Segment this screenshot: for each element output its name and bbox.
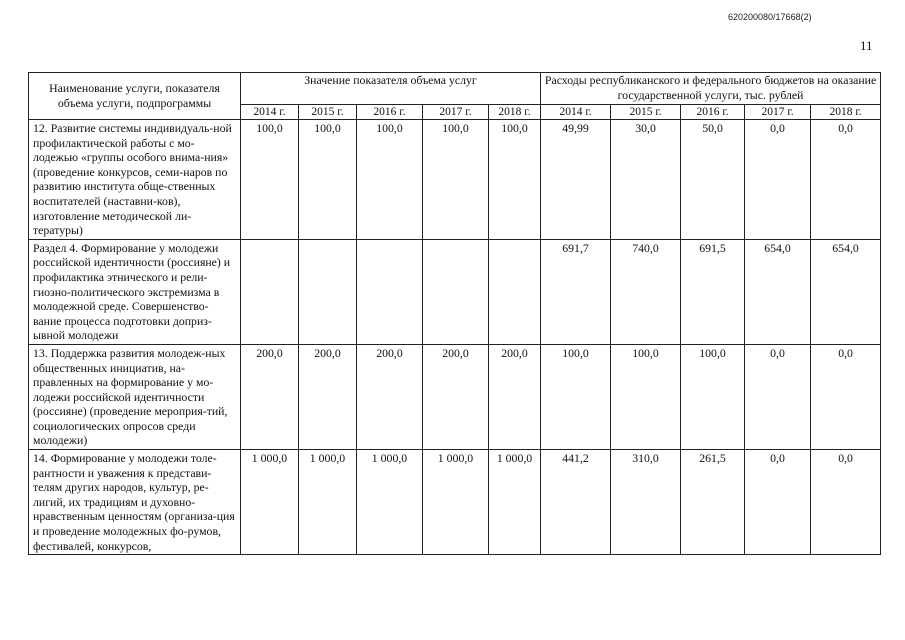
volume-value: 1 000,0 [357, 450, 423, 555]
budget-value: 0,0 [811, 344, 881, 449]
volume-value: 1 000,0 [299, 450, 357, 555]
services-table [28, 72, 881, 555]
volume-value: 200,0 [489, 344, 541, 449]
header-volume-year: 2018 г. [489, 105, 541, 120]
volume-value: 1 000,0 [241, 450, 299, 555]
table-row [29, 239, 881, 344]
budget-value: 310,0 [611, 450, 681, 555]
header-volume-year: 2015 г. [299, 105, 357, 120]
budget-value: 100,0 [681, 344, 745, 449]
volume-value: 100,0 [299, 120, 357, 240]
volume-value: 100,0 [241, 120, 299, 240]
volume-value: 100,0 [423, 120, 489, 240]
budget-value: 740,0 [611, 239, 681, 344]
budget-value: 50,0 [681, 120, 745, 240]
header-budget-group: Расходы республиканского и федерального бюджетов на оказание государственной услуги, тыс. рублей [541, 73, 881, 105]
volume-value [357, 239, 423, 344]
header-volume-group: Значение показателя объема услуг [241, 73, 541, 105]
section-name: Раздел 4. Формирование у молодежи российской идентичности (россияне) и профилактика этнического и рели-гиозно-политического экстремизма в молодежной среде. Совершенство-вание процесса подготовки доприз-ывной молодежи [29, 239, 241, 344]
table-row [29, 450, 881, 555]
volume-value: 200,0 [241, 344, 299, 449]
budget-value: 100,0 [611, 344, 681, 449]
service-name: 13. Поддержка развития молодеж-ных общественных инициатив, на-правленных на формирование у мо-лодежи российской идентичности (россияне) (проведение мероприя-тий, социологических опросов среди молодежи) [29, 344, 241, 449]
header-budget-year: 2018 г. [811, 105, 881, 120]
budget-value: 0,0 [745, 120, 811, 240]
budget-value: 30,0 [611, 120, 681, 240]
volume-value: 100,0 [357, 120, 423, 240]
budget-value: 0,0 [745, 344, 811, 449]
budget-value: 100,0 [541, 344, 611, 449]
volume-value: 1 000,0 [489, 450, 541, 555]
budget-value: 441,2 [541, 450, 611, 555]
budget-value: 0,0 [811, 450, 881, 555]
table-row [29, 344, 881, 449]
budget-value: 49,99 [541, 120, 611, 240]
volume-value: 1 000,0 [423, 450, 489, 555]
volume-value [423, 239, 489, 344]
budget-value: 654,0 [811, 239, 881, 344]
volume-value: 200,0 [299, 344, 357, 449]
header-name-column: Наименование услуги, показателя объема услуги, подпрограммы [29, 73, 241, 120]
header-volume-year: 2016 г. [357, 105, 423, 120]
header-volume-year: 2014 г. [241, 105, 299, 120]
volume-value: 200,0 [423, 344, 489, 449]
budget-value: 654,0 [745, 239, 811, 344]
header-volume-year: 2017 г. [423, 105, 489, 120]
volume-value [241, 239, 299, 344]
budget-value: 691,7 [541, 239, 611, 344]
header-budget-year: 2017 г. [745, 105, 811, 120]
page-number: 11 [860, 38, 873, 53]
header-row-groups [29, 73, 881, 105]
service-name: 14. Формирование у молодежи толе-рантности и уважения к представи-телям других народов, культур, ре-лигий, их традициям и духовно-нравственным ценностям (организа-ция и проведение молодежных фо-румов, фестивалей, конкурсов, [29, 450, 241, 555]
budget-value: 691,5 [681, 239, 745, 344]
budget-value: 261,5 [681, 450, 745, 555]
budget-value: 0,0 [811, 120, 881, 240]
document-id: 620200080/17668(2) [728, 12, 812, 22]
budget-value: 0,0 [745, 450, 811, 555]
volume-value: 100,0 [489, 120, 541, 240]
volume-value [489, 239, 541, 344]
volume-value [299, 239, 357, 344]
header-budget-year: 2014 г. [541, 105, 611, 120]
table-row [29, 120, 881, 240]
volume-value: 200,0 [357, 344, 423, 449]
service-name: 12. Развитие системы индивидуаль-ной профилактической работы с мо-лодежью «группы особого внима-ния» (проведение конкурсов, семи-наров по развитию института обще-ственных воспитателей (наставни-ков), изготовление методической ли-тературы) [29, 120, 241, 240]
header-budget-year: 2016 г. [681, 105, 745, 120]
header-budget-year: 2015 г. [611, 105, 681, 120]
